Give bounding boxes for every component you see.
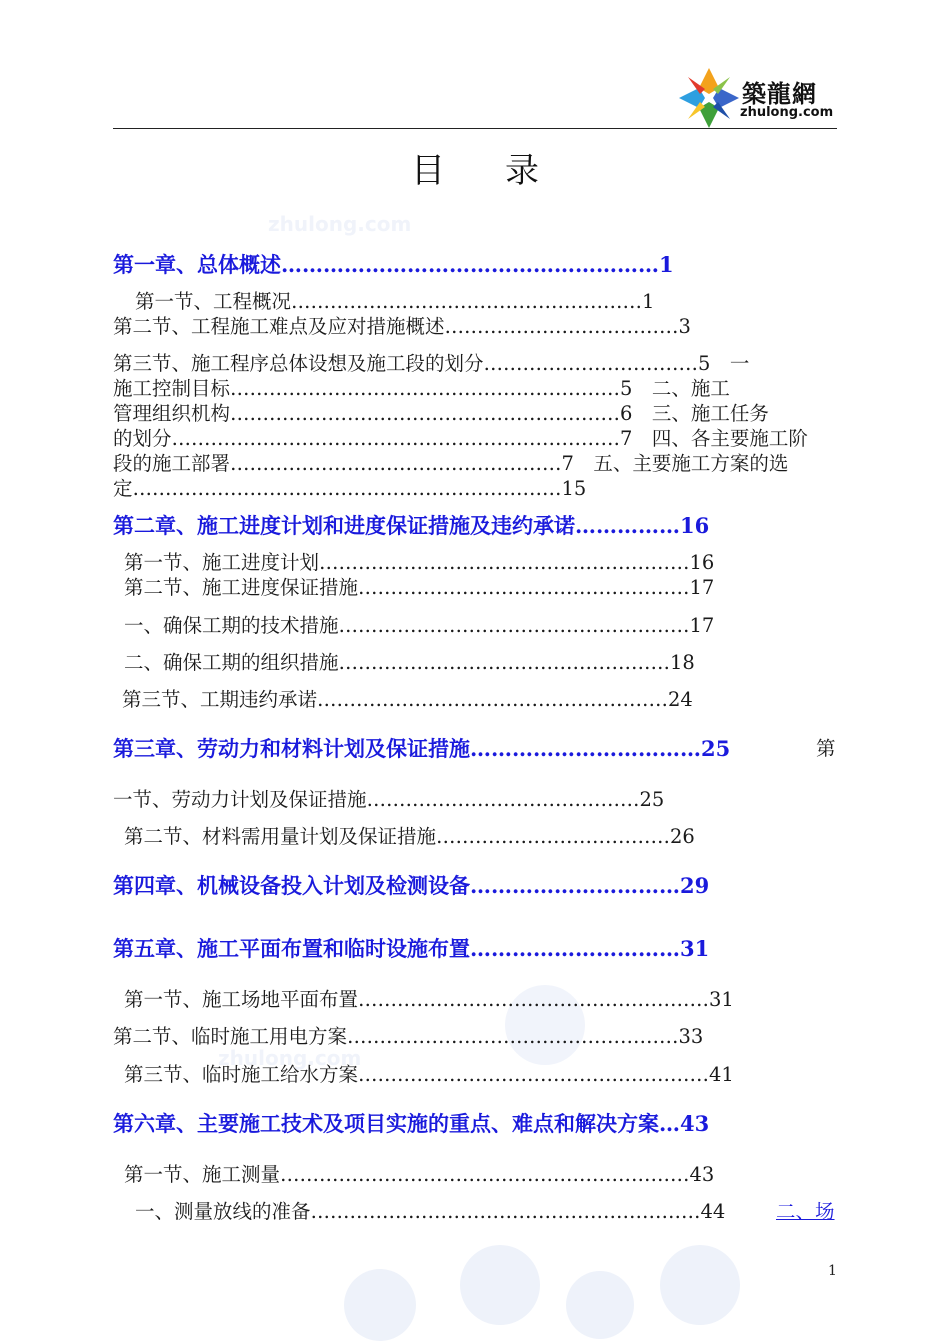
toc-section[interactable]: 第二节、材料需用量计划及保证措施………………………………26: [124, 825, 695, 848]
toc-section[interactable]: 第二节、施工进度保证措施……………………………………………17: [124, 576, 715, 599]
toc-item[interactable]: 施工控制目标……………………………………………………5 二、施工: [113, 377, 730, 400]
toc-chapter-4[interactable]: 第四章、机械设备投入计划及检测设备…………………………29: [113, 873, 710, 898]
page-number: 1: [828, 1263, 837, 1279]
toc-chapter-2[interactable]: 第二章、施工进度计划和进度保证措施及违约承诺……………16: [113, 513, 710, 538]
watermark-emblem-icon: [340, 1245, 820, 1344]
toc-section[interactable]: 第二节、工程施工难点及应对措施概述………………………………3: [113, 315, 691, 338]
toc-item[interactable]: 的划分……………………………………………………………7 四、各主要施工阶: [113, 427, 808, 450]
page-title: 目录: [411, 151, 599, 191]
toc-chapter-3[interactable]: 第三章、劳动力和材料计划及保证措施……………………………25: [113, 736, 731, 761]
toc-item[interactable]: 段的施工部署……………………………………………7 五、主要施工方案的选: [113, 452, 789, 475]
toc-item[interactable]: 一、确保工期的技术措施………………………………………………17: [124, 614, 715, 637]
toc-item[interactable]: 二、确保工期的组织措施……………………………………………18: [124, 651, 695, 674]
toc-item[interactable]: 定…………………………………………………………15: [113, 477, 587, 500]
toc-section[interactable]: 一节、劳动力计划及保证措施……………………………………25: [113, 788, 665, 811]
logo-name: 築龍網: [742, 80, 817, 108]
toc-section[interactable]: 第二节、临时施工用电方案……………………………………………33: [113, 1025, 704, 1048]
toc-chapter-5[interactable]: 第五章、施工平面布置和临时设施布置…………………………31: [113, 936, 710, 961]
toc-item[interactable]: 管理组织机构……………………………………………………6 三、施工任务: [113, 402, 769, 425]
toc-section[interactable]: 第三节、施工程序总体设想及施工段的划分……………………………5 一: [113, 352, 750, 375]
toc-section[interactable]: 第三节、工期违约承诺………………………………………………24: [122, 688, 693, 711]
toc-chapter-6[interactable]: 第六章、主要施工技术及项目实施的重点、难点和解决方案…43: [113, 1111, 710, 1136]
toc-section[interactable]: 第一节、施工测量………………………………………………………43: [124, 1163, 715, 1186]
watermark-text: zhulong.com: [218, 1046, 362, 1070]
watermark-text: zhulong.com: [268, 212, 412, 236]
toc-section[interactable]: 第三节、临时施工给水方案………………………………………………41: [124, 1063, 734, 1086]
toc-section[interactable]: 第一节、施工进度计划…………………………………………………16: [124, 551, 715, 574]
toc-chapter-1[interactable]: 第一章、总体概述………………………………………………1: [113, 252, 674, 277]
toc-section[interactable]: 第一节、施工场地平面布置………………………………………………31: [124, 988, 734, 1011]
header-rule: [113, 128, 837, 129]
toc-item[interactable]: 一、测量放线的准备……………………………………………………44: [135, 1200, 726, 1223]
toc-link[interactable]: 二、场: [776, 1200, 835, 1223]
logo-domain: zhulong.com: [740, 105, 834, 120]
toc-section[interactable]: 第一节、工程概况………………………………………………1: [135, 290, 655, 313]
toc-wrap-fragment: 第: [816, 737, 836, 760]
